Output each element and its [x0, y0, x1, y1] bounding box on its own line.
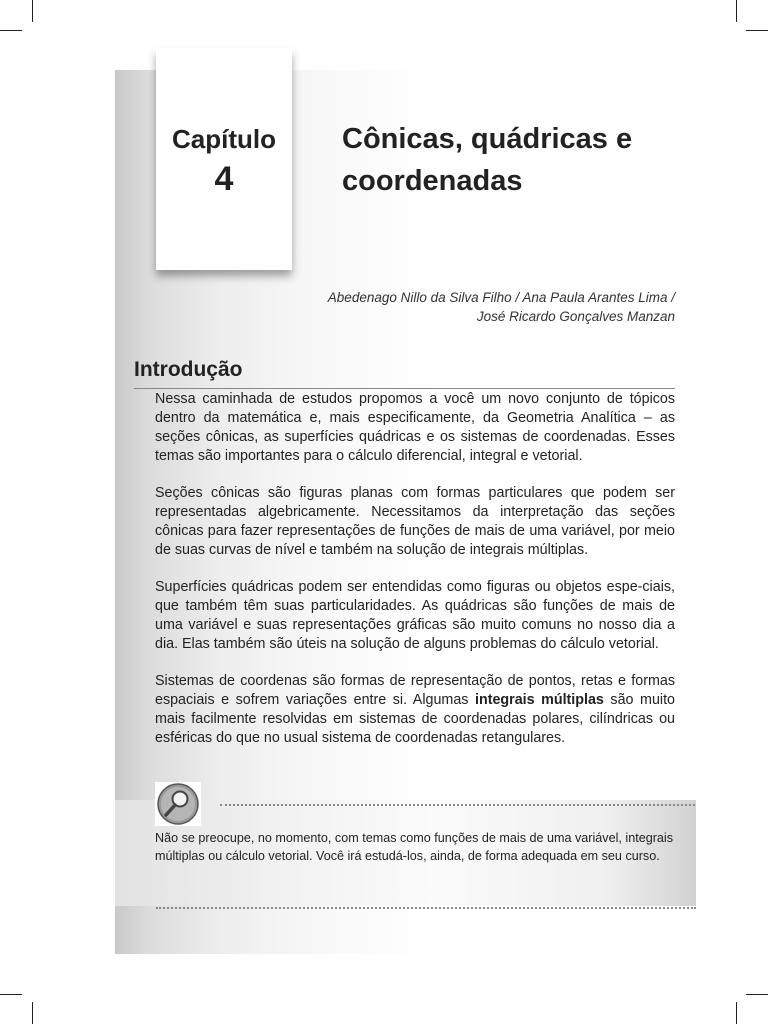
- section-heading: Introdução: [134, 358, 243, 381]
- note-dotted-rule: [220, 804, 695, 806]
- paragraph: [155, 672, 675, 748]
- chapter-title-line: coordenadas: [342, 165, 523, 197]
- note-text: Não se preocupe, no momento, com temas como funções de mais de uma variável, integrais múltiplas ou cálculo vetorial. Você irá estudá-los, ainda, de forma adequada em seu curso.: [155, 831, 673, 863]
- paragraph: Seções cônicas são figuras planas com formas particulares que podem ser representadas algebricamente. Necessitamos da interpretação das seções cônicas para fazer representações de funções de mais de uma variável, por meio de suas curvas de nível e também na solução de integrais múltiplas.: [155, 485, 675, 558]
- crop-mark: [746, 30, 768, 31]
- magnifier-icon: [155, 782, 201, 826]
- paragraph: Nessa caminhada de estudos propomos a você um novo conjunto de tópicos dentro da matemática e, mais especificamente, da Geometria Analítica – as seções cônicas, as superfícies quádricas e os sistemas de coordenadas. Esses temas são importantes para o cálculo diferencial, integral e vetorial.: [155, 391, 675, 464]
- crop-mark: [32, 0, 33, 22]
- chapter-title-line: Cônicas, quádricas e: [342, 123, 633, 155]
- crop-mark: [746, 994, 768, 995]
- crop-mark: [32, 1002, 33, 1024]
- paragraph-text: Sistemas de coordenas são formas de representação de pontos, retas e formas espaciais e sofrem variações entre si. Algumas: [155, 673, 675, 708]
- paragraph-text: são muito mais facilmente resolvidas em sistemas de coordenadas polares, cilíndricas ou esféricas do que no usual sistema de coordenadas retangulares.: [155, 692, 675, 746]
- chapter-tab: [156, 48, 292, 270]
- crop-mark: [736, 0, 737, 22]
- note-dotted-rule: [156, 907, 696, 909]
- crop-mark: [0, 994, 22, 995]
- introduction-body: [155, 390, 675, 766]
- bold-term: integrais múltiplas: [474, 692, 604, 708]
- authors: [260, 288, 675, 326]
- crop-mark: [0, 30, 22, 31]
- chapter-title: [342, 118, 702, 202]
- crop-mark: [736, 1002, 737, 1024]
- chapter-label: Capítulo: [172, 124, 276, 154]
- paragraph: Superfícies quádricas podem ser entendidas como figuras ou objetos espe-ciais, que também têm suas particularidades. As quádricas são funções de mais de uma variável e suas representações gráficas são muito comuns no nosso dia a dia. Elas também são úteis na solução de alguns problemas do cálculo vetorial.: [155, 579, 675, 652]
- chapter-number: 4: [214, 160, 234, 198]
- authors-line: José Ricardo Gonçalves Manzan: [476, 309, 675, 324]
- heading-divider: [134, 388, 675, 389]
- authors-line: Abedenago Nillo da Silva Filho / Ana Paula Arantes Lima /: [327, 290, 675, 305]
